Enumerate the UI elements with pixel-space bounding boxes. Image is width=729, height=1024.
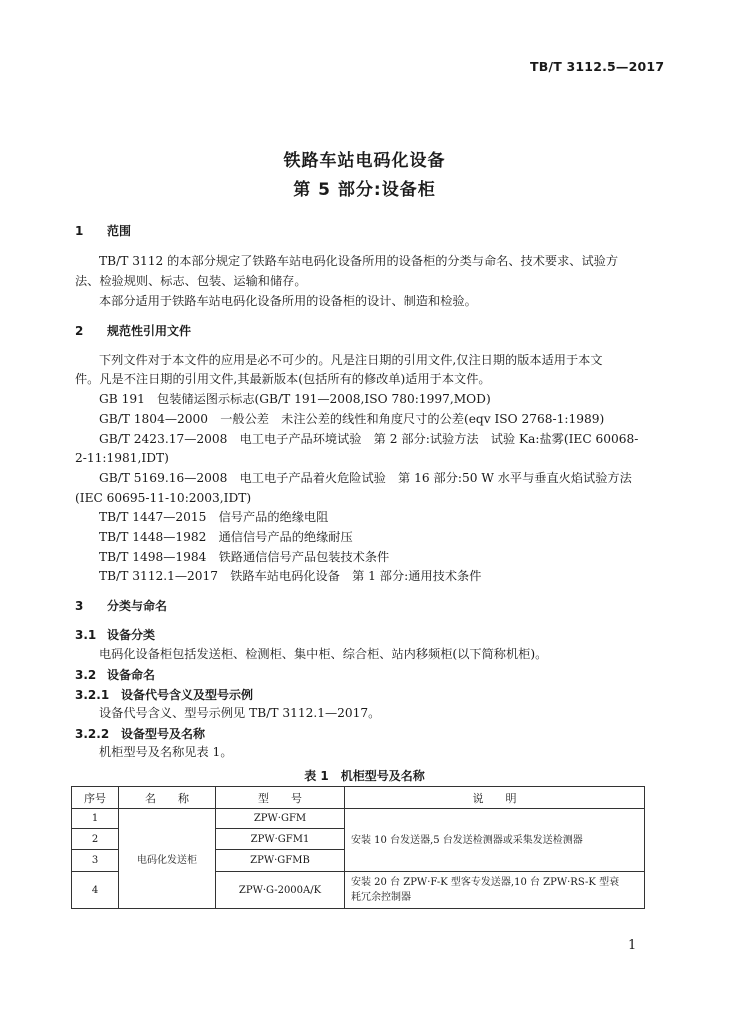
section-3-heading [75, 597, 167, 614]
section-title: 设备型号及名称 [121, 727, 206, 741]
cell-model: ZPW·G-2000A/K [216, 872, 345, 909]
reference-item: GB/T 5169.16—2008 电工电子产品着火危险试验 第 16 部分:50 W 水平与垂直火焰试验方法 [99, 471, 632, 485]
section-title: 设备分类 [107, 628, 156, 642]
section-3-2-2-heading [75, 725, 205, 742]
section-number: 3.1 [75, 628, 97, 642]
reference-item: TB/T 1498—1984 铁路通信信号产品包装技术条件 [99, 550, 390, 564]
cell-seq: 3 [72, 850, 119, 872]
section-3-1-heading [75, 626, 155, 643]
section-title: 范围 [107, 224, 132, 238]
paragraph-line: 本部分适用于铁路车站电码化设备所用的设备柜的设计、制造和检验。 [99, 294, 477, 308]
reference-item: GB 191 包装储运图示标志(GB/T 191—2008,ISO 780:1997,MOD) [99, 392, 491, 406]
section-2-heading [75, 322, 191, 339]
cell-desc [345, 872, 645, 909]
reference-item: TB/T 1448—1982 通信信号产品的绝缘耐压 [99, 530, 353, 544]
section-number: 2 [75, 324, 84, 338]
cell-name: 电码化发送柜 [119, 809, 216, 909]
document-subtitle: 第 5 部分:设备柜 [293, 180, 436, 200]
reference-item: TB/T 1447—2015 信号产品的绝缘电阻 [99, 510, 329, 524]
header-name: 名 称 [119, 787, 216, 809]
section-number: 1 [75, 224, 84, 238]
section-3-2-1-heading [75, 686, 253, 703]
reference-item: GB/T 1804—2000 一般公差 未注公差的线性和角度尺寸的公差(eqv ISO 2768-1:1989) [99, 412, 605, 426]
paragraph-line: 下列文件对于本文件的应用是必不可少的。凡是注日期的引用文件,仅注日期的版本适用于本文 [99, 353, 603, 367]
header-seq: 序号 [72, 787, 119, 809]
section-title: 设备代号含义及型号示例 [121, 688, 254, 702]
paragraph-line: 设备代号含义、型号示例见 TB/T 3112.1—2017。 [99, 706, 381, 720]
table-caption: 表 1 机柜型号及名称 [304, 769, 425, 783]
standard-code: TB/T 3112.5—2017 [530, 59, 665, 74]
section-number: 3.2.1 [75, 688, 110, 702]
cell-model: ZPW·GFM [216, 809, 345, 829]
header-model: 型 号 [216, 787, 345, 809]
cell-seq: 2 [72, 829, 119, 850]
table-row [72, 809, 645, 829]
section-3-2-heading [75, 666, 155, 683]
cell-desc: 安装 10 台发送器,5 台发送检测器或采集发送检测器 [345, 809, 645, 872]
reference-item: GB/T 2423.17—2008 电工电子产品环境试验 第 2 部分:试验方法 试验 Ka:盐雾(IEC 60068- [99, 432, 639, 446]
section-1-heading [75, 222, 131, 239]
section-title: 设备命名 [107, 668, 156, 682]
cell-seq: 4 [72, 872, 119, 909]
paragraph-line: TB/T 3112 的本部分规定了铁路车站电码化设备所用的设备柜的分类与命名、技术要求、试验方 [99, 254, 619, 268]
desc-line: 安装 20 台 ZPW·F-K 型客专发送器,10 台 ZPW·RS-K 型衰 [351, 877, 620, 888]
section-title: 规范性引用文件 [107, 324, 192, 338]
header-desc: 说 明 [345, 787, 645, 809]
section-number: 3 [75, 599, 84, 613]
paragraph-line: 件。凡是不注日期的引用文件,其最新版本(包括所有的修改单)适用于本文件。 [75, 372, 491, 386]
paragraph-line: 法、检验规则、标志、包装、运输和储存。 [75, 274, 307, 288]
cell-model: ZPW·GFM1 [216, 829, 345, 850]
page-number: 1 [628, 938, 637, 953]
cabinet-model-table [71, 786, 645, 909]
table-header-row [72, 787, 645, 809]
section-number: 3.2.2 [75, 727, 110, 741]
reference-item-continuation: (IEC 60695-11-10:2003,IDT) [75, 491, 252, 505]
paragraph-line: 机柜型号及名称见表 1。 [99, 745, 233, 759]
document-title: 铁路车站电码化设备 [283, 151, 446, 171]
desc-line: 耗冗余控制器 [351, 892, 411, 903]
cell-model: ZPW·GFMB [216, 850, 345, 872]
section-title: 分类与命名 [107, 599, 168, 613]
reference-item-continuation: 2-11:1981,IDT) [75, 451, 169, 465]
cell-seq: 1 [72, 809, 119, 829]
section-number: 3.2 [75, 668, 97, 682]
paragraph-line: 电码化设备柜包括发送柜、检测柜、集中柜、综合柜、站内移频柜(以下简称机柜)。 [99, 647, 548, 661]
reference-item: TB/T 3112.1—2017 铁路车站电码化设备 第 1 部分:通用技术条件 [99, 569, 482, 583]
